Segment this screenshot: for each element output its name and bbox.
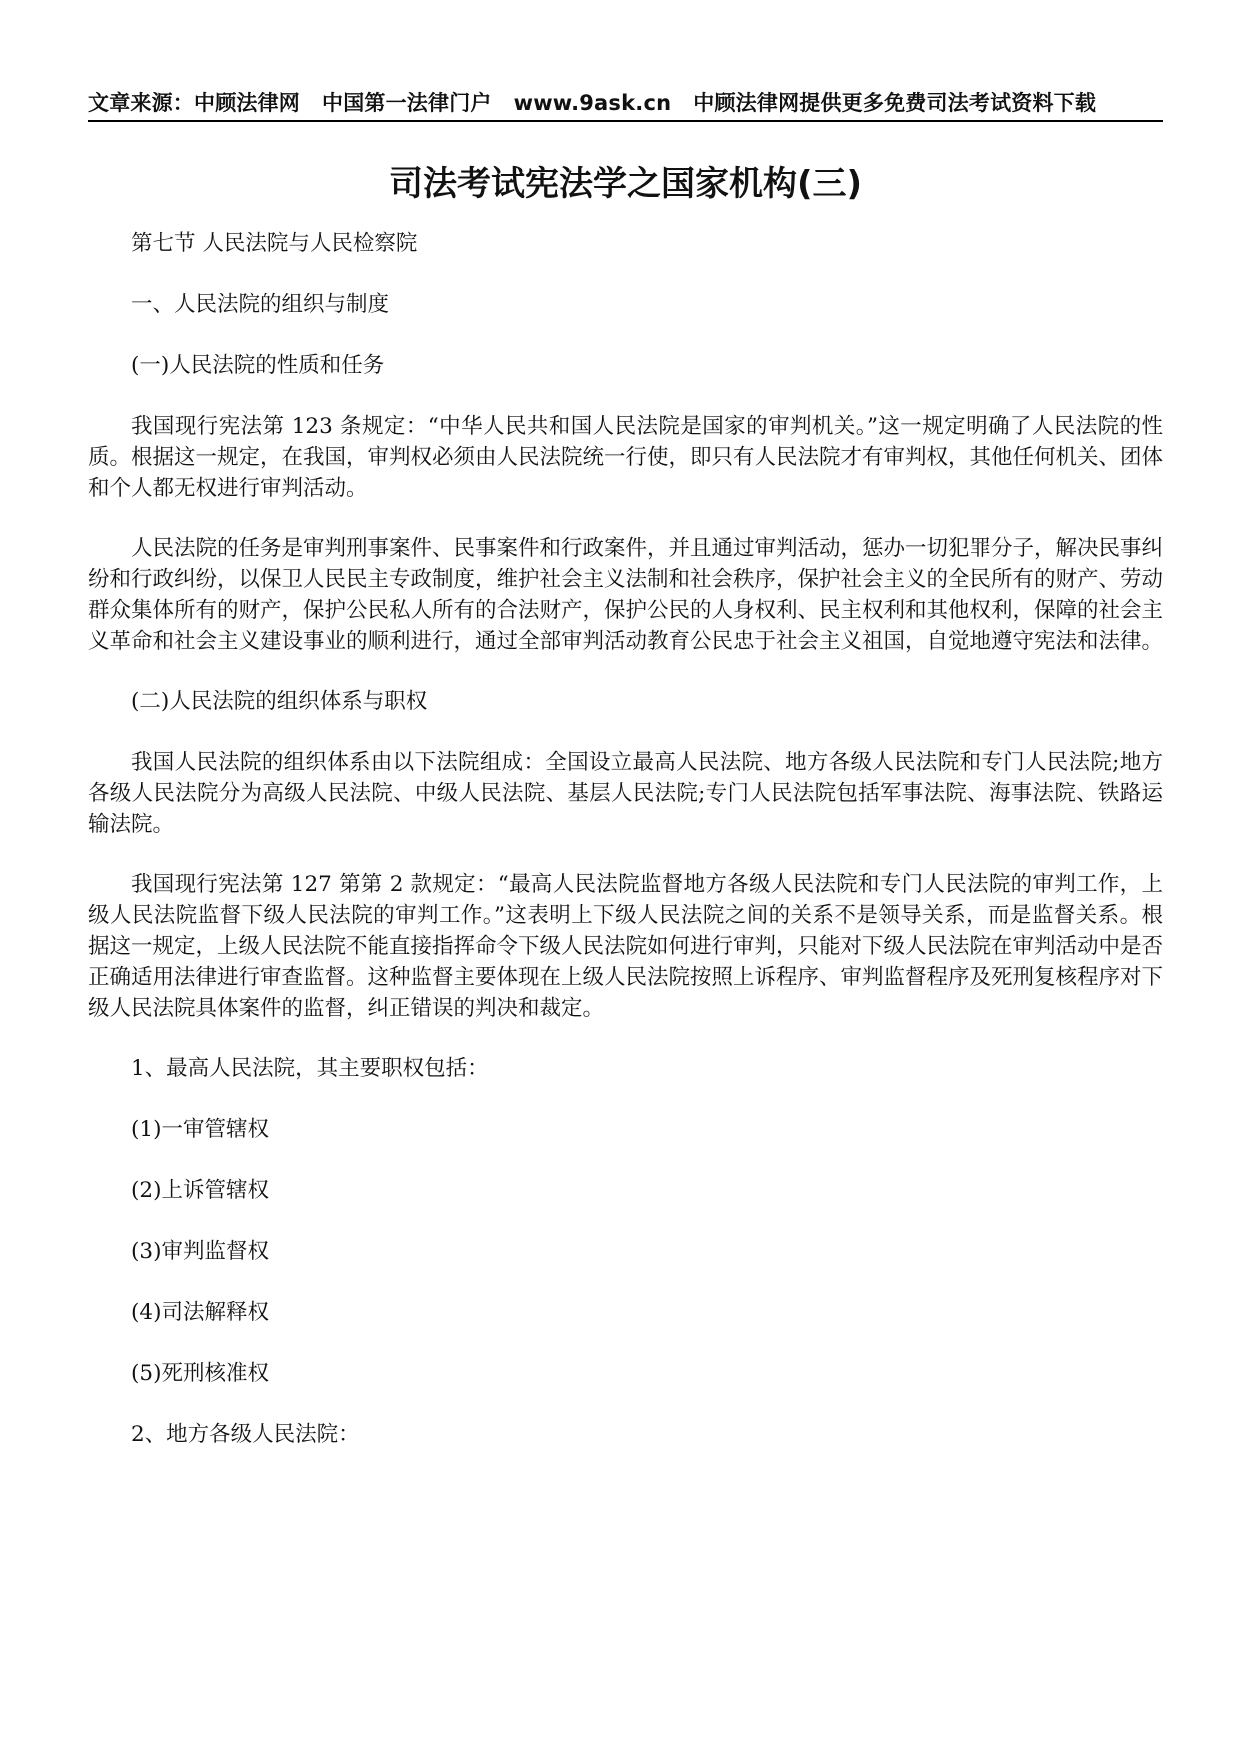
subsection-heading: (一)人民法院的性质和任务 [131, 353, 385, 378]
list-item: (4)司法解释权 [131, 1300, 269, 1325]
document-page [88, 0, 1163, 1480]
list-item: (3)审判监督权 [131, 1239, 269, 1264]
header-portal: 中国第一法律门户 [322, 91, 492, 115]
header-source: 文章来源：中顾法律网 [88, 91, 300, 115]
header-promo: 中顾法律网提供更多免费司法考试资料下载 [693, 91, 1097, 115]
body-paragraph: 我国现行宪法第 127 第第 2 款规定：“最高人民法院监督地方各级人民法院和专门人民法院的审判工作，上级人民法院监督下级人民法院的审判工作。”这表明上下级人民法院之间的关系不是领导关系，而是监督关系。根据这一规定，上级人民法院不能直接指挥命令下级人民法院如何进行审判，只能对下级人民法院在审判活动中是否正确适用法律进行审查监督。这种监督主要体现在上级人民法院按照上诉程序、审判监督程序及死刑复核程序对下级人民法院具体案件的监督，纠正错误的判决和裁定。 [88, 872, 1164, 1021]
body-paragraph: 我国现行宪法第 123 条规定：“中华人民共和国人民法院是国家的审判机关。”这一规定明确了人民法院的性质。根据这一规定，在我国，审判权必须由人民法院统一行使，即只有人民法院才有审判权，其他任何机关、团体和个人都无权进行审判活动。 [88, 414, 1164, 501]
subsection-heading: (二)人民法院的组织体系与职权 [131, 689, 428, 714]
body-paragraph: 我国人民法院的组织体系由以下法院组成：全国设立最高人民法院、地方各级人民法院和专门人民法院;地方各级人民法院分为高级人民法院、中级人民法院、基层人民法院;专门人民法院包括军事法院、海事法院、铁路运输法院。 [88, 750, 1163, 837]
section-heading: 第七节 人民法院与人民检察院 [131, 231, 418, 256]
list-heading: 1、最高人民法院，其主要职权包括： [131, 1056, 489, 1081]
body-paragraph: 人民法院的任务是审判刑事案件、民事案件和行政案件，并且通过审判活动，惩办一切犯罪分子，解决民事纠纷和行政纠纷，以保卫人民民主专政制度，维护社会主义法制和社会秩序，保护社会主义的全民所有的财产、劳动群众集体所有的财产，保护公民私人所有的合法财产，保护公民的人身权利、民主权利和其他权利，保障的社会主义革命和社会主义建设事业的顺利进行，通过全部审判活动教育公民忠于社会主义祖国，自觉地遵守宪法和法律。 [88, 536, 1164, 654]
list-item: (5)死刑核准权 [131, 1361, 269, 1386]
document-body [88, 228, 1163, 1450]
page-header [88, 88, 1163, 122]
document-title: 司法考试宪法学之国家机构(三) [388, 164, 863, 204]
list-item: (1)一审管辖权 [131, 1117, 269, 1142]
header-url[interactable]: www.9ask.cn [513, 91, 672, 115]
subsection-heading: 一、人民法院的组织与制度 [131, 292, 390, 317]
list-heading: 2、地方各级人民法院： [131, 1422, 360, 1447]
list-item: (2)上诉管辖权 [131, 1178, 269, 1203]
